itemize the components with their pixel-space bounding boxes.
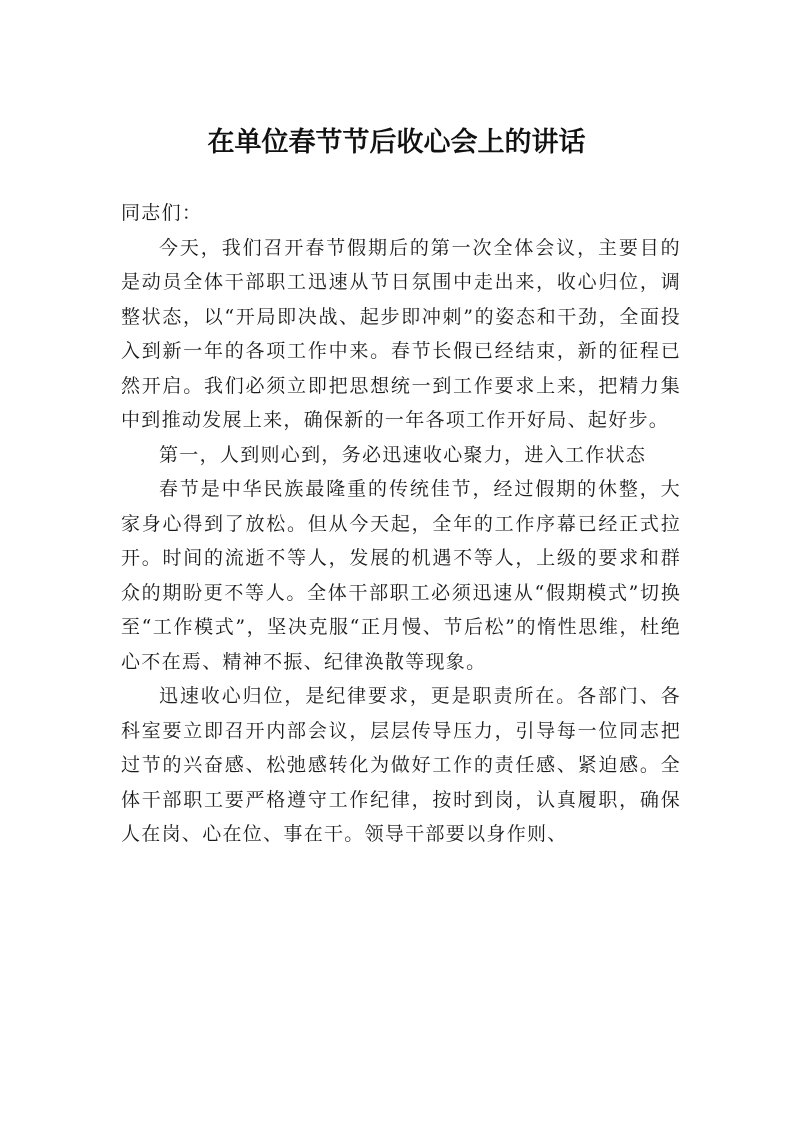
section-heading-1: 第一，人到则心到，务必迅速收心聚力，进入工作状态 xyxy=(159,443,647,466)
document-body xyxy=(121,196,681,852)
paragraph-intro: 今天，我们召开春节假期后的第一次全体会议，主要目的是动员全体干部职工迅速从节日氛围中走出来，收心归位，调整状态，以“开局即决战、起步即冲刺”的姿态和干劲，全面投入到新一年的各项工作中来。春节长假已经结束，新的征程已然开启。我们必须立即把思想统一到工作要求上来，把精力集中到推动发展上来，确保新的一年各项工作开好局、起好步。 xyxy=(121,236,681,431)
paragraph-section-1-a: 春节是中华民族最隆重的传统佳节，经过假期的休整，大家身心得到了放松。但从今天起，全年的工作序幕已经正式拉开。时间的流逝不等人，发展的机遇不等人，上级的要求和群众的期盼更不等人。全体干部职工必须迅速从“假期模式”切换至“工作模式”，坚决克服“正月慢、节后松”的惰性思维，杜绝心不在焉、精神不振、纪律涣散等现象。 xyxy=(121,478,681,673)
paragraph-section-1-b: 迅速收心归位，是纪律要求，更是职责所在。各部门、各科室要立即召开内部会议，层层传导压力，引导每一位同志把过节的兴奋感、松弛感转化为做好工作的责任感、紧迫感。全体干部职工要严格遵守工作纪律，按时到岗，认真履职，确保人在岗、心在位、事在干。领导干部要以身作则、 xyxy=(121,685,681,845)
salutation: 同志们： xyxy=(121,202,203,224)
document-title: 在单位春节节后收心会上的讲话 xyxy=(207,127,586,158)
